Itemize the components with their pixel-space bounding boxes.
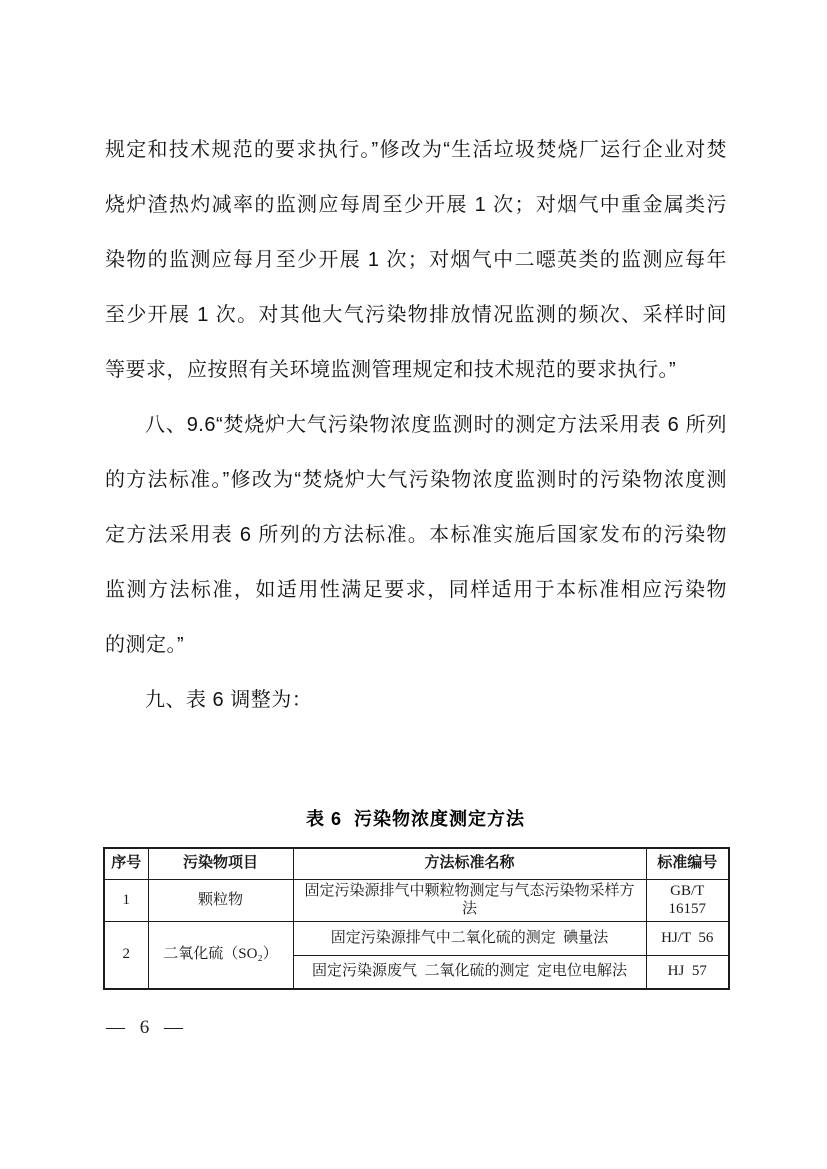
text-line: 烧炉渣热灼减率的监测应每周至少开展 1 次；对烟气中重金属类污: [105, 194, 727, 216]
text-line: 至少开展 1 次。对其他大气污染物排放情况监测的频次、采样时间: [105, 304, 727, 326]
header-standard-code: 标准编号: [646, 848, 729, 879]
text-line: 监测方法标准，如适用性满足要求，同样适用于本标准相应污染物: [105, 579, 727, 601]
cell-seq: 1: [104, 879, 148, 922]
pollutant-method-table: [103, 847, 730, 990]
text-line: 规定和技术规范的要求执行。”修改为“生活垃圾焚烧厂运行企业对焚: [105, 139, 727, 161]
text-line: 等要求，应按照有关环境监测管理规定和技术规范的要求执行。”: [105, 359, 677, 381]
cell-standard-code: GB/T 16157: [646, 879, 729, 922]
text-line: 的测定。”: [105, 634, 185, 656]
header-pollutant: 污染物项目: [148, 848, 293, 879]
text-line: 八、9.6“焚烧炉大气污染物浓度监测时的测定方法采用表 6 所列: [145, 414, 727, 436]
paragraph-continuation: [105, 123, 727, 398]
cell-seq: 2: [104, 922, 148, 989]
text-line: 九、表 6 调整为：: [145, 689, 313, 711]
cell-method-name: 固定污染源排气中颗粒物测定与气态污染物采样方法: [293, 879, 646, 922]
cell-pollutant: 颗粒物: [148, 879, 293, 922]
text-line: 定方法采用表 6 所列的方法标准。本标准实施后国家发布的污染物: [105, 524, 727, 546]
cell-standard-code: HJ/T 56: [646, 922, 729, 956]
body-text-block: [105, 123, 727, 728]
table-header-row: [104, 848, 729, 879]
text-line: 染物的监测应每月至少开展 1 次；对烟气中二噁英类的监测应每年: [105, 249, 727, 271]
cell-pollutant: 二氧化硫（SO₂）: [148, 922, 293, 989]
page-number: — 6 —: [106, 1017, 183, 1038]
table-row: [104, 922, 729, 956]
header-seq: 序号: [104, 848, 148, 879]
cell-method-name: 固定污染源废气 二氧化硫的测定 定电位电解法: [293, 956, 646, 989]
cell-method-name: 固定污染源排气中二氧化硫的测定 碘量法: [293, 922, 646, 956]
cell-standard-code: HJ 57: [646, 956, 729, 989]
paragraph-item-9: [105, 673, 727, 728]
table-row: [104, 879, 729, 922]
header-method-name: 方法标准名称: [293, 848, 646, 879]
text-line: 的方法标准。”修改为“焚烧炉大气污染物浓度监测时的污染物浓度测: [105, 469, 727, 491]
paragraph-item-8: [105, 398, 727, 673]
table-caption: 表 6 污染物浓度测定方法: [305, 809, 525, 829]
